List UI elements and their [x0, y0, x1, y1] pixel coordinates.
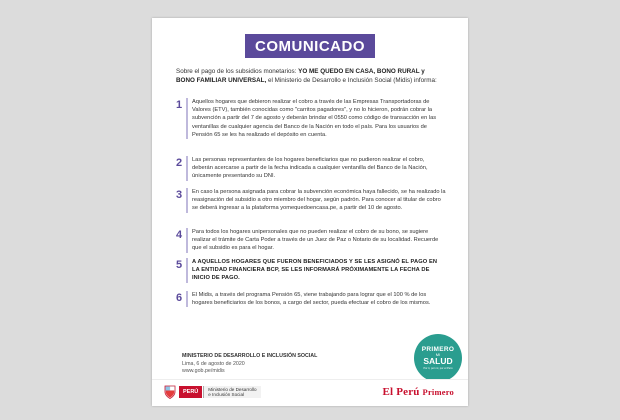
- item-text: En caso la persona asignada para cobrar la subvención económica haya fallecido, se ha realizado la reasignación del subsidio a otro miembro del hogar, según padrón. Para conocer al titular de cobro se deberá ingresar a la plataforma yomequedoencasa.pe, a partir del 10 de agosto.: [192, 189, 446, 212]
- slogan-el: El: [382, 386, 397, 398]
- badge-line-3: SALUD: [423, 356, 453, 366]
- el-peru-primero-logo: [382, 386, 454, 398]
- item-divider: [186, 258, 188, 283]
- item-number: 3: [176, 189, 183, 201]
- intro-suffix: el Ministerio de Desarrollo e Inclusión Social (Midis) informa:: [266, 76, 437, 84]
- badge-line-1: PRIMERO: [421, 346, 455, 353]
- item-divider: [186, 156, 188, 181]
- coat-of-arms-icon: [164, 385, 176, 399]
- slogan-peru: Perú: [396, 386, 423, 398]
- item-divider: [186, 291, 188, 307]
- item-number: 6: [176, 292, 183, 304]
- item-divider: [186, 98, 188, 139]
- intro-paragraph: [176, 68, 442, 85]
- list-item-1: [176, 98, 446, 139]
- list-item-2: [176, 156, 446, 181]
- item-text: Para todos los hogares unipersonales que no pueden realizar el cobro de su bono, se sugiere realizar el trámite de Carta Poder a través de un Juez de Paz o Notario de su localidad. Recuerde que el subsidio es para el hogar.: [192, 229, 439, 252]
- footer-org: MINISTERIO DE DESARROLLO E INCLUSIÓN SOCIAL: [182, 353, 318, 359]
- page-title: COMUNICADO: [245, 34, 375, 58]
- slogan-primero: Primero: [422, 387, 454, 397]
- badge-line-2: MI: [435, 352, 441, 357]
- item-text: Las personas representantes de los hogares beneficiarios que no pudieron realizar el cobro, deberán acercarse a partir de la fecha indicada a cualquier ventanilla del Banco de la Nación, únicamente presentando su DNI.: [192, 157, 428, 180]
- item-number: 4: [176, 229, 183, 241]
- government-logo: [164, 385, 261, 399]
- item-text: Aquellos hogares que debieron realizar el cobro a través de las Empresas Transportadoras de Valores (ETV), también conocidas como "carritos pagadores", y no lo hicieron, podrán cobrar la subvención a partir del 7 de agosto y deberán brindar el 0550 como código de transacción en las ventanillas de cualquier agencia del Banco de la Nación en todo el país. Para los usuarios de Pensión 65 se les ha realizado el depósito en cuenta.: [192, 99, 437, 138]
- primero-mi-salud-badge: [414, 334, 462, 382]
- footer-url: www.gob.pe/midis: [182, 368, 225, 374]
- footer-date: Lima, 6 de agosto de 2020: [182, 360, 245, 367]
- ministry-line-2: e Inclusión Social: [208, 392, 245, 397]
- intro-prefix: Sobre el pago de los subsidios monetarios:: [176, 68, 299, 75]
- intro-bold: YO ME QUEDO EN CASA, BONO RURAL y BONO FAMILIAR UNIVERSAL,: [176, 68, 425, 84]
- item-divider: [186, 188, 188, 213]
- item-number: 1: [176, 99, 183, 111]
- list-item-3: [176, 188, 446, 213]
- logo-band: [152, 379, 468, 406]
- list-item-4: [176, 228, 446, 253]
- ministry-label: [203, 386, 260, 398]
- item-divider: [186, 228, 188, 253]
- list-item-6: [176, 291, 446, 307]
- title-container: [152, 34, 468, 58]
- ministry-line-1: Ministerio de Desarrollo: [208, 386, 257, 392]
- item-text: A AQUELLOS HOGARES QUE FUERON BENEFICIADOS Y SE LES ASIGNÓ EL PAGO EN LA ENTIDAD FINANCIERA BCP, SE LES INFORMARÁ PRÓXIMAMENTE LA FECHA DE INICIO DE PAGO.: [192, 259, 438, 282]
- item-number: 2: [176, 157, 183, 169]
- item-text: El Midis, a través del programa Pensión 65, viene trabajando para lograr que el 100 % de los hogares beneficiarios de los bonos, a cargo del sector, pueda efectuar el cobro de los mismos.: [192, 292, 431, 307]
- document-page: [152, 18, 468, 406]
- list-item-5: [176, 258, 446, 283]
- item-number: 5: [176, 259, 183, 271]
- footer-signature: [182, 353, 317, 376]
- peru-label: PERÚ: [179, 386, 202, 398]
- badge-line-4: Por ti, por mí, por el Perú: [423, 367, 453, 370]
